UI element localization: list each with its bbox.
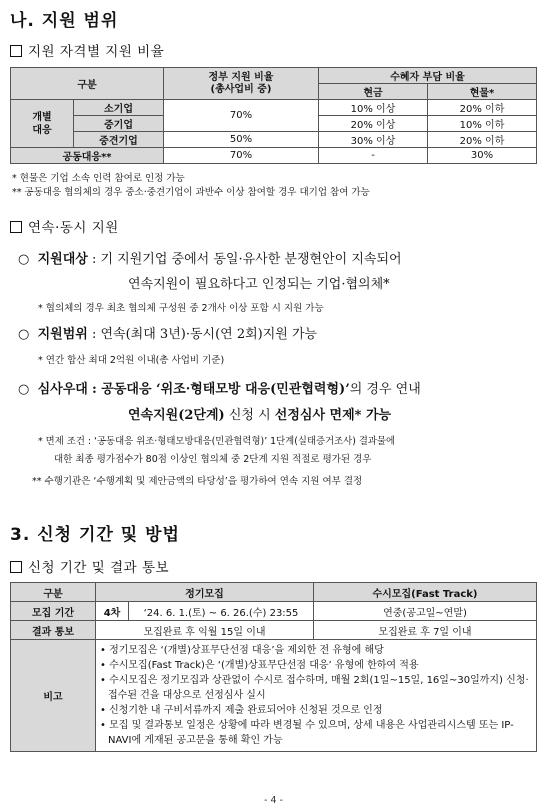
pref-note-1: * 면제 조건 : ‘공동대응 위조·형태모방대응(민관협력형)’ 1단계(실태증거조사) 결과물에 [38, 436, 396, 447]
cont-title-text: 연속·동시 지원 [28, 220, 119, 236]
row-remarks-label: 비고 [11, 640, 96, 752]
hdr-cash: 현금 [319, 84, 428, 100]
row-period-label: 모집 기간 [11, 602, 96, 621]
pref-note-2: 대한 최종 평가점수가 80점 이상인 협의체 중 2단계 지원 적절로 평가된 경우 [54, 454, 372, 465]
row2-cash: 20% 이상 [319, 116, 428, 132]
row4-label: 공동대응** [11, 148, 164, 164]
row3-kind: 20% 이하 [428, 132, 537, 148]
target-note: * 협의체의 경우 최초 협의체 구성원 중 2개사 이상 포함 시 지원 가능 [38, 303, 324, 314]
row-period-regular: ‘24. 6. 1.(토) ~ 6. 26.(수) 23:55 [129, 602, 314, 621]
remark-item: • 수시모집(Fast Track)은 ‘(개별)상표무단선점 대응’ 유형에 한하여 적용 [100, 660, 419, 671]
pref-text-1a: : 공동대응 ‘위조·형태모방 대응(민관협력형)’ [91, 382, 350, 397]
subsection-continuous-title [10, 216, 119, 236]
ratio-title-text: 지원 자격별 지원 비율 [28, 44, 165, 60]
row2-label: 중기업 [74, 116, 164, 132]
bullet-circle-icon: ○ [18, 327, 30, 342]
row1-label: 소기업 [74, 100, 164, 116]
hdr-burden: 수혜자 부담 비율 [319, 68, 537, 84]
checkbox-square-icon [10, 561, 22, 573]
row2-kind: 10% 이하 [428, 116, 537, 132]
row1-gov: 70% [164, 100, 319, 132]
checkbox-square-icon [10, 221, 22, 233]
range-text: : 연속(최대 3년)·동시(연 2회)지원 가능 [91, 327, 318, 342]
hdr-fast: 수시모집(Fast Track) [314, 583, 537, 602]
pref-line-2 [128, 404, 391, 423]
row-result-fast: 모집완료 후 7일 이내 [314, 621, 537, 640]
ratio-note-2: ** 공동대응 협의체의 경우 중소·중견기업이 과반수 이상 참여할 경우 대기업 참여 가능 [12, 187, 370, 198]
hdr-gubun: 구분 [11, 68, 164, 100]
subsection-ratio-title [10, 40, 164, 60]
hdr-gov-2: (총사업비 중) [210, 83, 272, 95]
hdr-kind: 현물* [428, 84, 537, 100]
remark-item: • 수시모집은 정기모집과 상관없이 수시로 접수하며, 매월 2회(1일~15일, 16일~30일까지) 신청·접수된 건을 대상으로 선정심사 실시 [100, 675, 529, 701]
section-title-support-scope: 나. 지원 범위 [10, 11, 119, 31]
pref-label: 심사우대 [37, 382, 88, 397]
pref-text-2c: 선정심사 면제* 가능 [274, 408, 392, 423]
row3-label: 중견기업 [74, 132, 164, 148]
range-line [18, 323, 317, 342]
row-period-fast: 연중(공고일~연말) [314, 602, 537, 621]
range-note: * 연간 합산 최대 2억원 이내(총 사업비 기준) [38, 355, 225, 366]
hdr-gov-1: 정부 지원 비율 [208, 71, 274, 83]
row-remarks-content [96, 640, 537, 752]
row1-cash: 10% 이상 [319, 100, 428, 116]
row1-kind: 20% 이하 [428, 100, 537, 116]
subsection-period-title [10, 556, 169, 576]
period-title-text: 신청 기간 및 결과 통보 [28, 560, 170, 576]
hdr-regular: 정기모집 [96, 583, 314, 602]
row4-kind: 30% [428, 148, 537, 164]
bullet-circle-icon: ○ [18, 382, 30, 397]
hdr-period-gubun: 구분 [11, 583, 96, 602]
target-text-1: : 기 지원기업 중에서 동일·유사한 분쟁현안이 지속되어 [91, 252, 402, 267]
pref-note-3: ** 수행기관은 ‘수행계획 및 제안금액의 타당성’을 평가하여 연속 지원 여부 결정 [32, 476, 363, 487]
bullet-circle-icon: ○ [18, 252, 30, 267]
target-line-1 [18, 248, 402, 267]
remark-item: • 정기모집은 ‘(개별)상표무단선점 대응’을 제외한 전 유형에 해당 [100, 645, 384, 656]
page-number: - 4 - [264, 795, 283, 806]
target-line-2: 연속지원이 필요하다고 인정되는 기업·협의체* [128, 277, 390, 292]
pref-text-1b: 의 경우 연내 [349, 382, 421, 397]
checkbox-square-icon [10, 45, 22, 57]
row4-cash: - [319, 148, 428, 164]
row-indiv: 개별 대응 [11, 100, 74, 148]
target-label: 지원대상 [37, 252, 88, 267]
pref-text-2b: 신청 시 [224, 408, 275, 423]
row3-cash: 30% 이상 [319, 132, 428, 148]
pref-line-1 [18, 378, 421, 397]
hdr-gov [164, 68, 319, 100]
row-period-round: 4차 [96, 602, 129, 621]
remark-item: • 신청기한 내 구비서류까지 제출 완료되어야 신청된 것으로 인정 [100, 705, 383, 716]
application-period-table [10, 582, 537, 752]
row-result-regular: 모집완료 후 익월 15일 이내 [96, 621, 314, 640]
ratio-note-1: * 현물은 기업 소속 인력 참여로 인정 가능 [12, 173, 185, 184]
range-label: 지원범위 [37, 327, 88, 342]
support-ratio-table [10, 67, 537, 164]
row4-gov: 70% [164, 148, 319, 164]
row-result-label: 결과 통보 [11, 621, 96, 640]
row3-gov: 50% [164, 132, 319, 148]
pref-text-2a: 연속지원(2단계) [128, 408, 225, 423]
remark-item: • 모집 및 결과통보 일정은 상황에 따라 변경될 수 있으며, 상세 내용은 사업관리시스템 또는 IP-NAVI에 게재된 공고문을 통해 확인 가능 [100, 720, 514, 746]
section-title-apply: 3. 신청 기간 및 방법 [10, 525, 180, 545]
